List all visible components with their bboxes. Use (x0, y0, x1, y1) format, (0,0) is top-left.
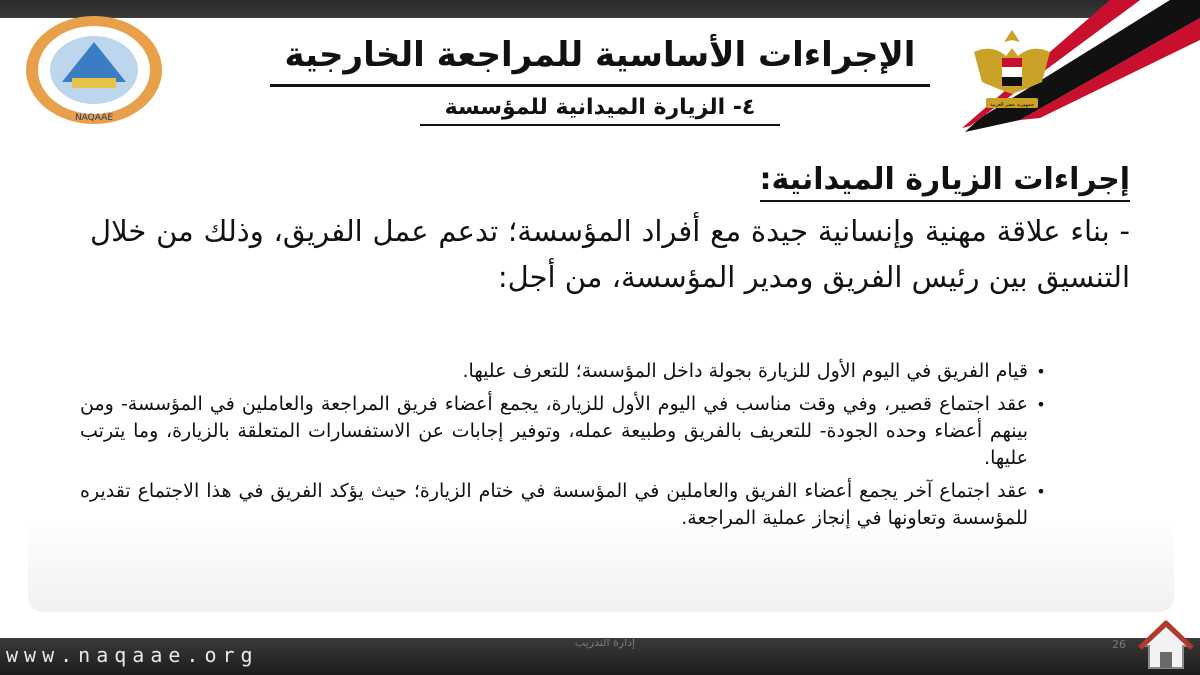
list-item-text: عقد اجتماع قصير، وفي وقت مناسب في اليوم الأول للزيارة، يجمع أعضاء فريق المراجعة والعاملين في المؤسسة- ومن بينهم أعضاء وحده الجودة- للتعريف بالفريق وطبيعة عمله، وتوفير إجابات عن الاستفسارات المتعلقة بالزيارة، وما يترتب عليها. (80, 393, 1028, 469)
list-item-text: قيام الفريق في اليوم الأول للزيارة بجولة داخل المؤسسة؛ للتعرف عليها. (462, 360, 1028, 382)
home-icon[interactable] (1138, 618, 1194, 672)
logo-left-text: NAQAAE (74, 113, 114, 123)
bullet-list (80, 358, 1050, 538)
logo-right-text: جمهورية مصر العربية (990, 102, 1034, 108)
page-title: الإجراءات الأساسية للمراجعة الخارجية (270, 26, 930, 87)
list-item (80, 358, 1050, 385)
bullet-marker: • (1036, 362, 1046, 381)
bullet-marker: • (1036, 395, 1046, 414)
page-subtitle: ٤- الزيارة الميدانية للمؤسسة (420, 92, 780, 126)
section-heading: إجراءات الزيارة الميدانية: (760, 160, 1130, 202)
list-item (80, 478, 1050, 532)
list-item (80, 391, 1050, 472)
page-number: 26 (1112, 638, 1126, 651)
site-url[interactable]: www.naqaae.org (6, 643, 259, 667)
naqaae-logo (22, 12, 167, 127)
list-item-text: عقد اجتماع آخر يجمع أعضاء الفريق والعاملين في المؤسسة في ختام الزيارة؛ حيث يؤكد الفريق في هذا الاجتماع تقديره للمؤسسة وتعاونها في إنجاز عملية المراجعة. (80, 480, 1028, 529)
intro-paragraph: - بناء علاقة مهنية وإنسانية جيدة مع أفراد المؤسسة؛ تدعم عمل الفريق، وذلك من خلال التنسيق بين رئيس الفريق ومدير المؤسسة، من أجل: (90, 214, 1130, 294)
eagle-emblem (972, 22, 1052, 122)
footer-department: إدارة التدريب (574, 636, 636, 649)
bullet-marker: • (1036, 482, 1046, 501)
